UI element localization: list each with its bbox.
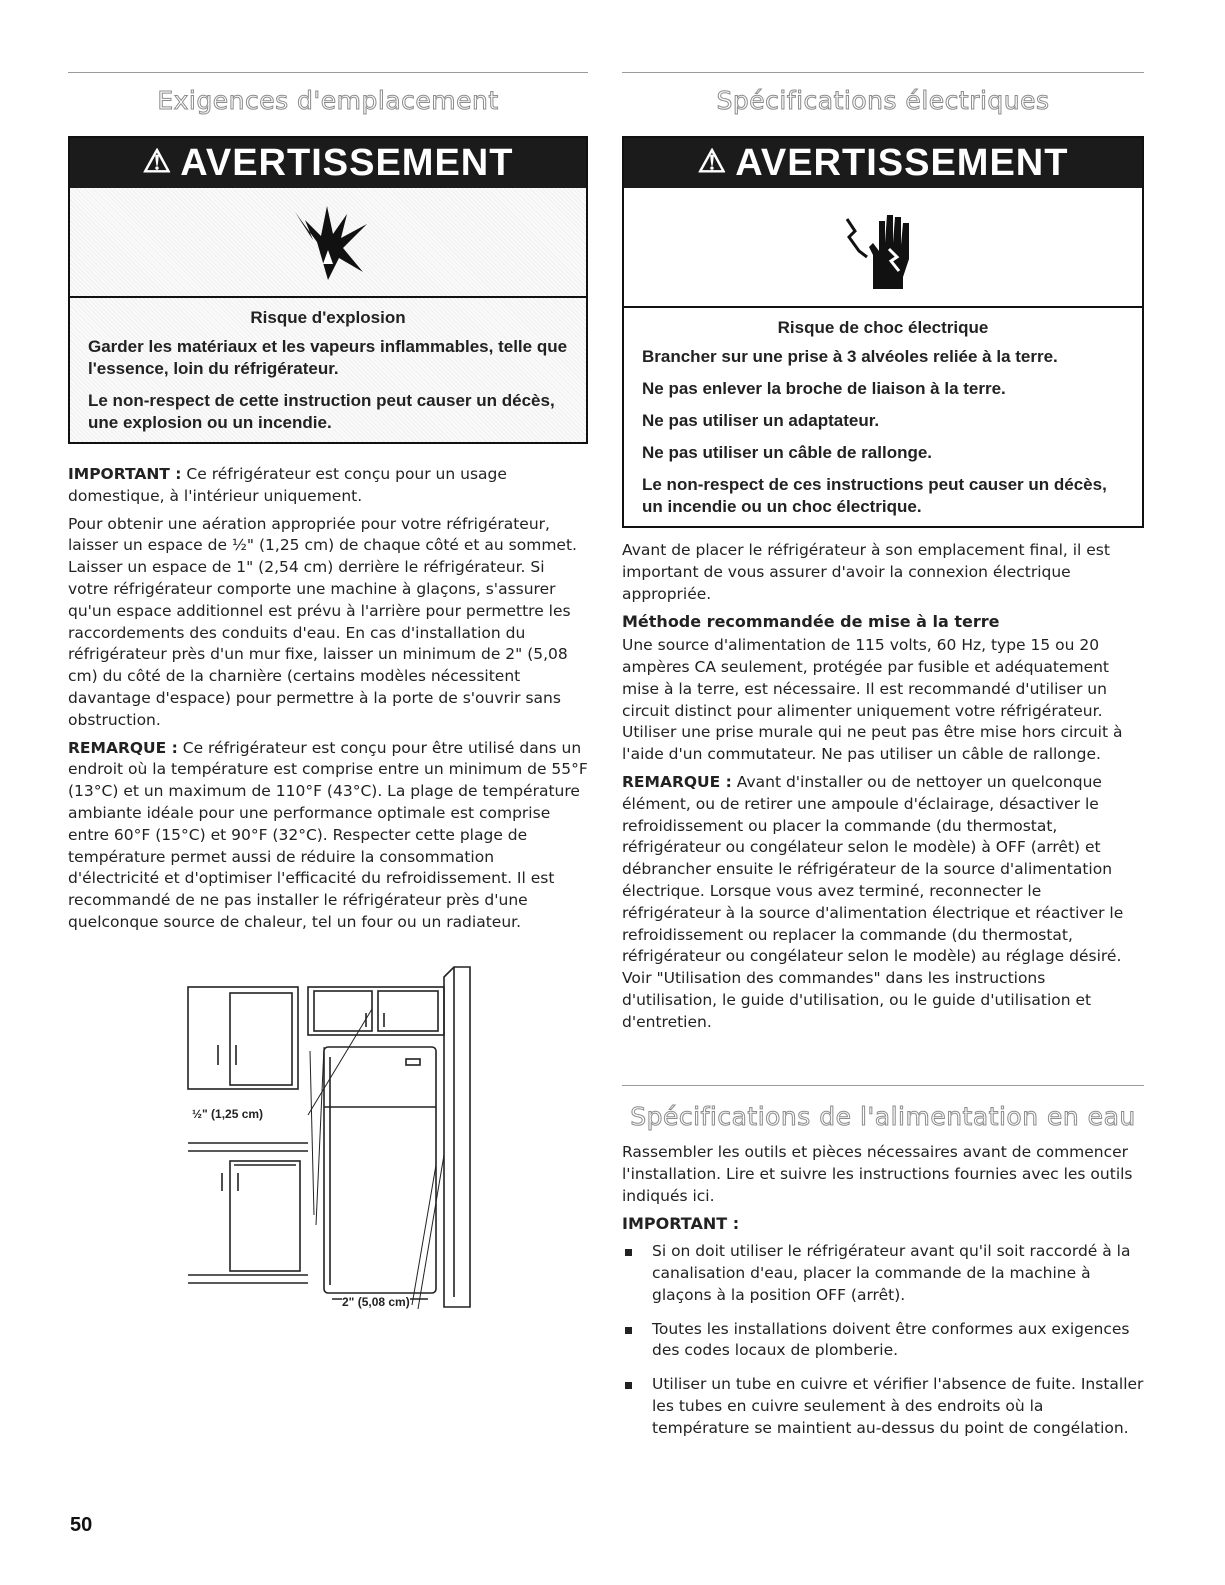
important-label: IMPORTANT : <box>68 465 182 483</box>
warning-line: Ne pas utiliser un câble de rallonge. <box>642 443 933 462</box>
refrigerator-clearance-figure <box>118 965 538 1325</box>
warning-line: Le non-respect de cette instruction peut causer un décès, une explosion ou un incendie. <box>88 391 555 432</box>
warning-header-label: AVERTISSEMENT <box>180 141 514 184</box>
water-supply-text <box>622 1142 1144 1452</box>
list-item: Si on doit utiliser le réfrigérateur avant qu'il soit raccordé à la canalisation d'eau, placer la commande de la machine à glaçons à la position OFF (arrêt). <box>622 1241 1144 1306</box>
list-item: Utiliser un tube en cuivre et vérifier l'absence de fuite. Installer les tubes en cuivre seulement à des endroits où la température se maintient au-dessus du point de congélation. <box>622 1374 1144 1439</box>
grounding-subheading: Méthode recommandée de mise à la terre <box>622 612 1000 632</box>
explosion-warning-box <box>68 136 588 444</box>
warning-triangle-icon: ⚠ <box>697 143 728 179</box>
electrical-text <box>622 540 1144 1040</box>
note-label: REMARQUE : <box>68 738 178 757</box>
warning-body <box>70 298 586 442</box>
section-title-electrical: Spécifications électriques <box>716 86 1050 115</box>
refrigerator-cabinet-illustration <box>118 965 538 1325</box>
disconnect-note: Avant d'installer ou de nettoyer un quelconque élément, ou de retirer une ampoule d'éclairage, désactiver le refroidissement ou placer la commande (du thermostat, réfrigérateur ou congélateur selon le modèle) à OFF (arrêt) et débrancher ensuite le réfrigérateur de la source d'alimentation électrique. Lorsque vous avez terminé, reconnecter le réfrigérateur à la source d'alimentation électrique et réactiver le refroidissement ou replacer la commande (du thermostat, réfrigérateur ou congélateur selon le modèle) au réglage désiré. Voir "Utilisation des commandes" dans les instructions d'utilisation, le guide d'utilisation, ou le guide d'utilisation et d'entretien. <box>622 772 1124 1031</box>
power-supply-paragraph: Une source d'alimentation de 115 volts, 60 Hz, type 15 ou 20 ampères CA seulement, protégée par fusible et adéquatement mise à la terre, est nécessaire. Il est recommandé d'utiliser un circuit distinct pour alimenter uniquement votre réfrigérateur. Utiliser une prise murale qui ne peut pas être mise hors circuit à l'aide d'un commutateur. Ne pas utiliser un câble de rallonge. <box>622 636 1123 764</box>
warning-line: Ne pas enlever la broche de liaison à la terre. <box>642 379 1006 398</box>
electric-shock-hand-icon <box>833 197 933 297</box>
warning-body <box>624 308 1142 526</box>
warning-risk-title: Risque de choc électrique <box>777 318 989 337</box>
warning-header-label: AVERTISSEMENT <box>735 141 1069 184</box>
warning-header <box>70 138 586 188</box>
list-item: Toutes les installations doivent être conformes aux exigences des codes locaux de plomberie. <box>622 1319 1144 1363</box>
warning-line: Ne pas utiliser un adaptateur. <box>642 411 880 430</box>
warning-triangle-icon: ⚠ <box>142 143 173 179</box>
clearance-paragraph: Pour obtenir une aération appropriée pour votre réfrigérateur, laisser un espace de ½" (1,25 cm) de chaque côté et au sommet. Laisser un espace de 1" (2,54 cm) derrière le réfrigérateur. Si votre réfrigérateur comporte une machine à glaçons, s'assurer qu'un espace additionnel est prévu à l'arrière pour permettre les raccordements des conduits d'eau. En cas d'installation du réfrigérateur près d'un mur fixe, laisser un minimum de 2" (5,08 cm) du côté de la charnière (certains modèles nécessitent davantage d'espace) pour permettre à la porte de s'ouvrir sans obstruction. <box>68 514 577 729</box>
warning-icon-row <box>70 188 586 298</box>
important-label: IMPORTANT : <box>622 1214 740 1234</box>
placement-paragraph: Avant de placer le réfrigérateur à son emplacement final, il est important de vous assurer d'avoir la connexion électrique appropriée. <box>622 541 1110 603</box>
location-text <box>68 464 588 940</box>
page-number: 50 <box>70 1514 93 1536</box>
tools-paragraph: Rassembler les outils et pièces nécessaires avant de commencer l'installation. Lire et suivre les instructions fournies avec les outils indiqués ici. <box>622 1143 1133 1205</box>
warning-line: Le non-respect de ces instructions peut causer un décès, un incendie ou un choc électrique. <box>642 475 1107 516</box>
divider <box>622 1085 1144 1086</box>
figure-label-hinge-clearance: 2" (5,08 cm) <box>342 1295 410 1309</box>
explosion-icon <box>283 202 373 282</box>
section-title-location: Exigences d'emplacement <box>157 86 499 115</box>
divider <box>68 72 588 73</box>
figure-label-side-clearance: ½" (1,25 cm) <box>192 1107 264 1121</box>
temperature-note: Ce réfrigérateur est conçu pour être utilisé dans un endroit où la température est comprise entre un minimum de 55°F (13°C) et un maximum de 110°F (43°C). La plage de température ambiante idéale pour une performance optimale est comprise entre 60°F (15°C) et 90°F (32°C). Respecter cette plage de température permet aussi de réduire la consommation d'électricité et d'optimiser l'efficacité du refroidissement. Il est recommandé de ne pas installer le réfrigérateur près d'une quelconque source de chaleur, tel un four ou un radiateur. <box>68 738 588 931</box>
note-label: REMARQUE : <box>622 772 732 791</box>
warning-line: Brancher sur une prise à 3 alvéoles reliée à la terre. <box>642 347 1058 366</box>
divider <box>622 72 1144 73</box>
electric-shock-warning-box <box>622 136 1144 528</box>
warning-header <box>624 138 1142 188</box>
section-title-water-supply: Spécifications de l'alimentation en eau <box>630 1102 1136 1131</box>
important-text: Ce réfrigérateur est conçu pour un usage domestique, à l'intérieur uniquement. <box>68 465 507 505</box>
warning-line: Garder les matériaux et les vapeurs inflammables, telle que l'essence, loin du réfrigérateur. <box>88 337 568 378</box>
warning-icon-row <box>624 188 1142 308</box>
warning-risk-title: Risque d'explosion <box>250 308 406 327</box>
